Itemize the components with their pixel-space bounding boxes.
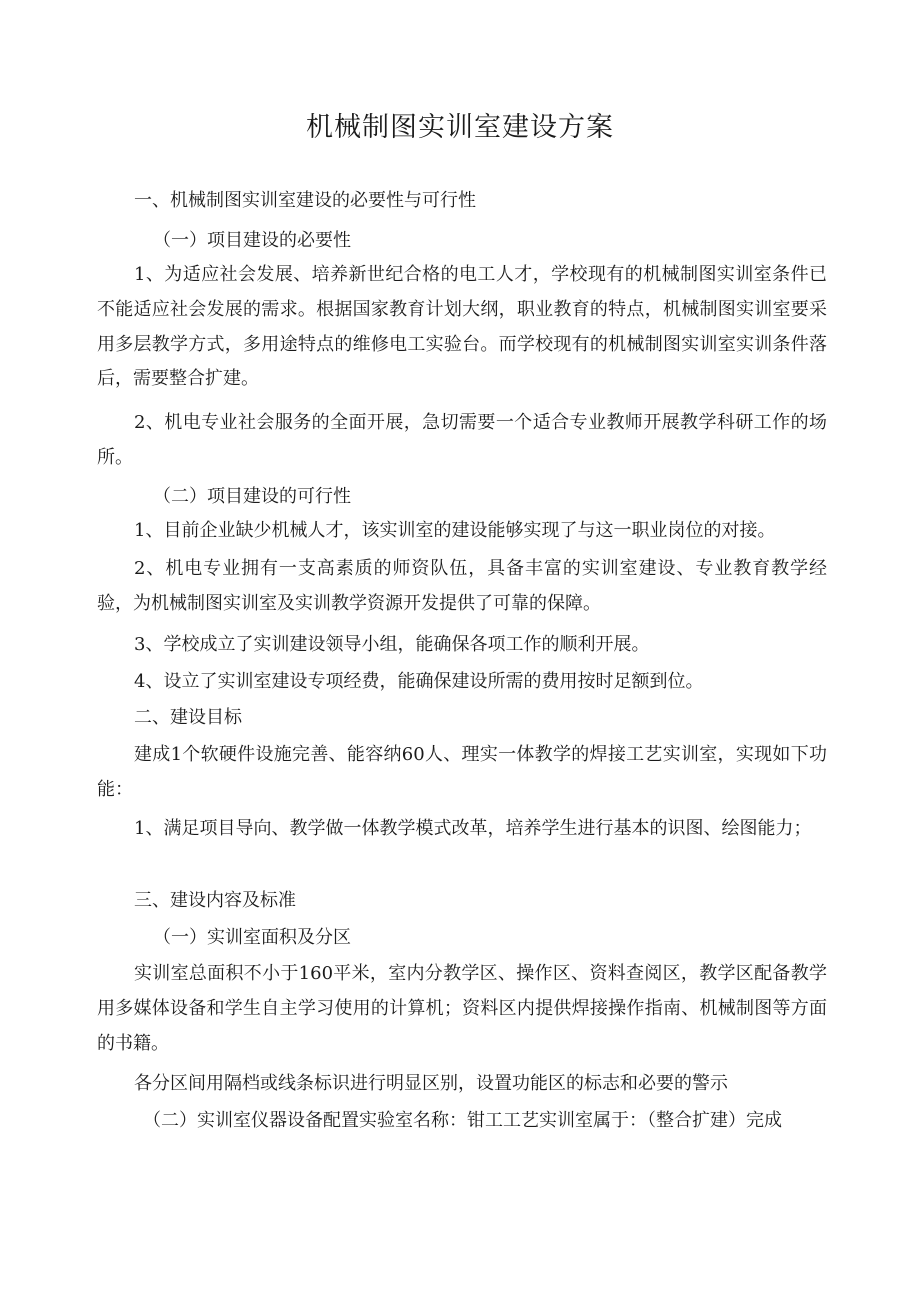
section-heading-1: 一、机械制图实训室建设的必要性与可行性 (134, 190, 476, 211)
subsection-heading-necessity: （一）项目建设的必要性 (153, 230, 351, 251)
paragraph-area: 实训室总面积不小于160平米，室内分教学区、操作区、资料查阅区，教学区配备教学用多媒体设备和学生自主学习使用的计算机；资料区内提供焊接操作指南、机械制图等方面的书籍。 (97, 963, 827, 1054)
subsection-heading-area: （一）实训室面积及分区 (153, 927, 351, 948)
paragraph-partition: 各分区间用隔档或线条标识进行明显区别，设置功能区的标志和必要的警示 (134, 1073, 728, 1094)
subsection-heading-feasibility: （二）项目建设的可行性 (153, 486, 351, 507)
paragraph-goal: 建成1个软硬件设施完善、能容纳60人、理实一体教学的焊接工艺实训室，实现如下功能： (97, 744, 827, 800)
paragraph-goal-1: 1、满足项目导向、教学做一体教学模式改革，培养学生进行基本的识图、绘图能力； (134, 818, 812, 839)
document-title: 机械制图实训室建设方案 (306, 112, 614, 143)
section-heading-3: 三、建设内容及标准 (134, 890, 296, 911)
paragraph-feasibility-4: 4、设立了实训室建设专项经费，能确保建设所需的费用按时足额到位。 (134, 671, 704, 692)
section-heading-2: 二、建设目标 (134, 707, 242, 728)
paragraph-feasibility-1: 1、目前企业缺少机械人才，该实训室的建设能够实现了与这一职业岗位的对接。 (134, 520, 776, 541)
subsection-heading-equipment: （二）实训室仪器设备配置实验室名称：钳工工艺实训室属于：（整合扩建）完成 (143, 1110, 782, 1131)
paragraph-feasibility-3: 3、学校成立了实训建设领导小组，能确保各项工作的顺利开展。 (134, 634, 650, 655)
paragraph-feasibility-2: 2、机电专业拥有一支高素质的师资队伍，具备丰富的实训室建设、专业教育教学经验，为机械制图实训室及实训教学资源开发提供了可靠的保障。 (97, 558, 827, 614)
paragraph-necessity-1: 1、为适应社会发展、培养新世纪合格的电工人才，学校现有的机械制图实训室条件已不能适应社会发展的需求。根据国家教育计划大纲，职业教育的特点，机械制图实训室要采用多层教学方式，多用途特点的维修电工实验台。而学校现有的机械制图实训室实训条件落后，需要整合扩建。 (97, 264, 827, 390)
paragraph-necessity-2: 2、机电专业社会服务的全面开展，急切需要一个适合专业教师开展教学科研工作的场所。 (97, 412, 827, 468)
